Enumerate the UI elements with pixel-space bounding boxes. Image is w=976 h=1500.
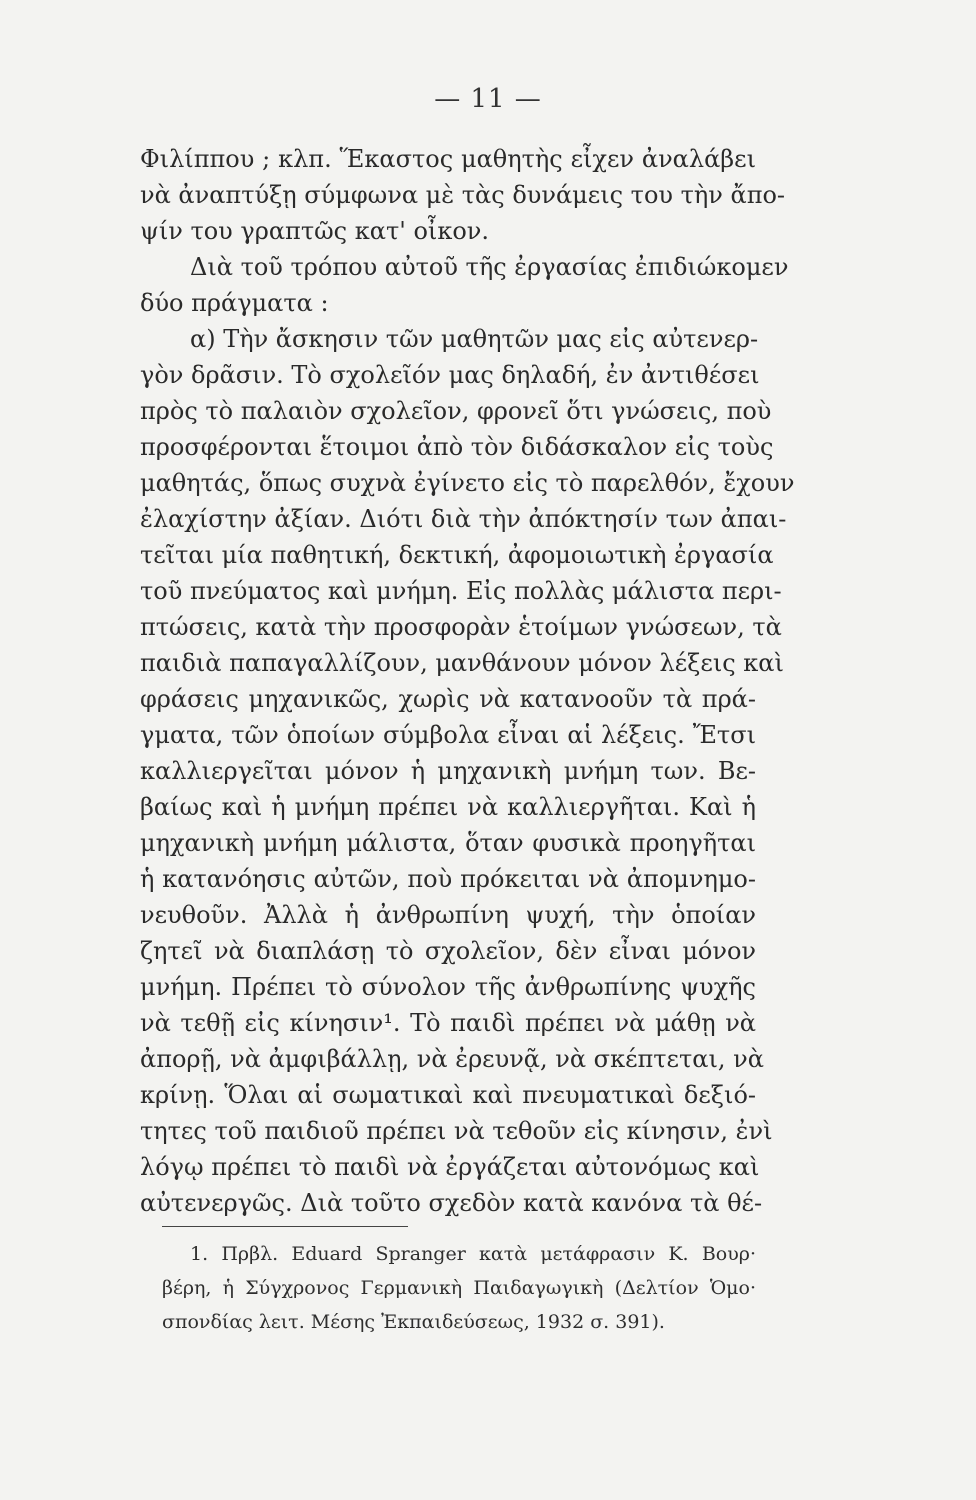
body-line: μηχανικὴ μνήμη μάλιστα, ὅταν φυσικὰ προηγῆται: [140, 829, 756, 857]
body-line: νὰ τεθῇ εἰς κίνησιν¹. Τὸ παιδὶ πρέπει νὰ μάθῃ νὰ: [140, 1009, 756, 1037]
footnote-line: βέρη, ἡ Σύγχρονος Γερμανικὴ Παιδαγωγικὴ (Δελτίον Ὁμο·: [162, 1277, 756, 1299]
body-line: παιδιὰ παπαγαλλίζουν, μανθάνουν μόνον λέξεις καὶ: [140, 649, 784, 677]
body-line: ψίν του γραπτῶς κατ' οἶκον.: [140, 217, 489, 245]
body-line: τεῖται μία παθητική, δεκτική, ἀφομοιωτικὴ ἐργασία: [140, 541, 774, 569]
body-line: αὐτενεργῶς. Διὰ τοῦτο σχεδὸν κατὰ κανόνα τὰ θέ-: [140, 1189, 763, 1217]
body-line: Φιλίππου ; κλπ. Ἕκαστος μαθητὴς εἶχεν ἀναλάβει: [140, 145, 756, 173]
body-line: καλλιεργεῖται μόνον ἡ μηχανικὴ μνήμη των. Βε-: [140, 757, 756, 785]
body-line: τητες τοῦ παιδιοῦ πρέπει νὰ τεθοῦν εἰς κίνησιν, ἐνὶ: [140, 1117, 773, 1145]
footnote-separator: [162, 1226, 408, 1227]
body-line: νευθοῦν. Ἀλλὰ ἡ ἀνθρωπίνη ψυχή, τὴν ὁποίαν: [140, 901, 756, 929]
body-line: δύο πράγματα :: [140, 289, 329, 317]
body-line: ἐλαχίστην ἀξίαν. Διότι διὰ τὴν ἀπόκτησίν των ἀπαι-: [140, 505, 787, 533]
body-line: βαίως καὶ ἡ μνήμη πρέπει νὰ καλλιεργῆται. Καὶ ἡ: [140, 793, 756, 821]
footnote-line: 1. Πρβλ. Eduard Spranger κατὰ μετάφρασιν Κ. Βουρ·: [190, 1243, 756, 1265]
body-line: ἀπορῇ, νὰ ἀμφιβάλλῃ, νὰ ἐρευνᾷ, νὰ σκέπτεται, νὰ: [140, 1045, 764, 1073]
page-number-header: — 11 —: [434, 84, 542, 114]
body-line: ἡ κατανόησις αὐτῶν, ποὺ πρόκειται νὰ ἀπομνημο-: [140, 865, 756, 893]
body-line: κρίνῃ. Ὅλαι αἱ σωματικαὶ καὶ πνευματικαὶ δεξιό-: [140, 1081, 756, 1109]
body-line: τοῦ πνεύματος καὶ μνήμη. Εἰς πολλὰς μάλιστα περι-: [140, 577, 782, 605]
body-line: γματα, τῶν ὁποίων σύμβολα εἶναι αἱ λέξεις. Ἔτσι: [140, 721, 756, 749]
body-line: πρὸς τὸ παλαιὸν σχολεῖον, φρονεῖ ὅτι γνώσεις, ποὺ: [140, 397, 772, 425]
body-line: α) Τὴν ἄσκησιν τῶν μαθητῶν μας εἰς αὐτενερ-: [190, 325, 759, 353]
body-line: πτώσεις, κατὰ τὴν προσφορὰν ἑτοίμων γνώσεων, τὰ: [140, 613, 782, 641]
footnote-line: σπονδίας λειτ. Μέσης Ἐκπαιδεύσεως, 1932 σ. 391).: [162, 1311, 665, 1333]
body-line: λόγῳ πρέπει τὸ παιδὶ νὰ ἐργάζεται αὐτονόμως καὶ: [140, 1153, 760, 1181]
body-line: προσφέρονται ἕτοιμοι ἀπὸ τὸν διδάσκαλον εἰς τοὺς: [140, 433, 774, 461]
body-line: μνήμη. Πρέπει τὸ σύνολον τῆς ἀνθρωπίνης ψυχῆς: [140, 973, 756, 1001]
body-line: Διὰ τοῦ τρόπου αὐτοῦ τῆς ἐργασίας ἐπιδιώκομεν: [190, 253, 789, 281]
body-line: νὰ ἀναπτύξῃ σύμφωνα μὲ τὰς δυνάμεις του τὴν ἄπο-: [140, 181, 786, 209]
body-line: γὸν δρᾶσιν. Τὸ σχολεῖόν μας δηλαδή, ἐν ἀντιθέσει: [140, 361, 760, 389]
body-line: φράσεις μηχανικῶς, χωρὶς νὰ κατανοοῦν τὰ πρά-: [140, 685, 756, 713]
body-line: μαθητάς, ὅπως συχνὰ ἐγίνετο εἰς τὸ παρελθόν, ἔχουν: [140, 469, 795, 497]
body-line: ζητεῖ νὰ διαπλάσῃ τὸ σχολεῖον, δὲν εἶναι μόνον: [140, 937, 756, 965]
